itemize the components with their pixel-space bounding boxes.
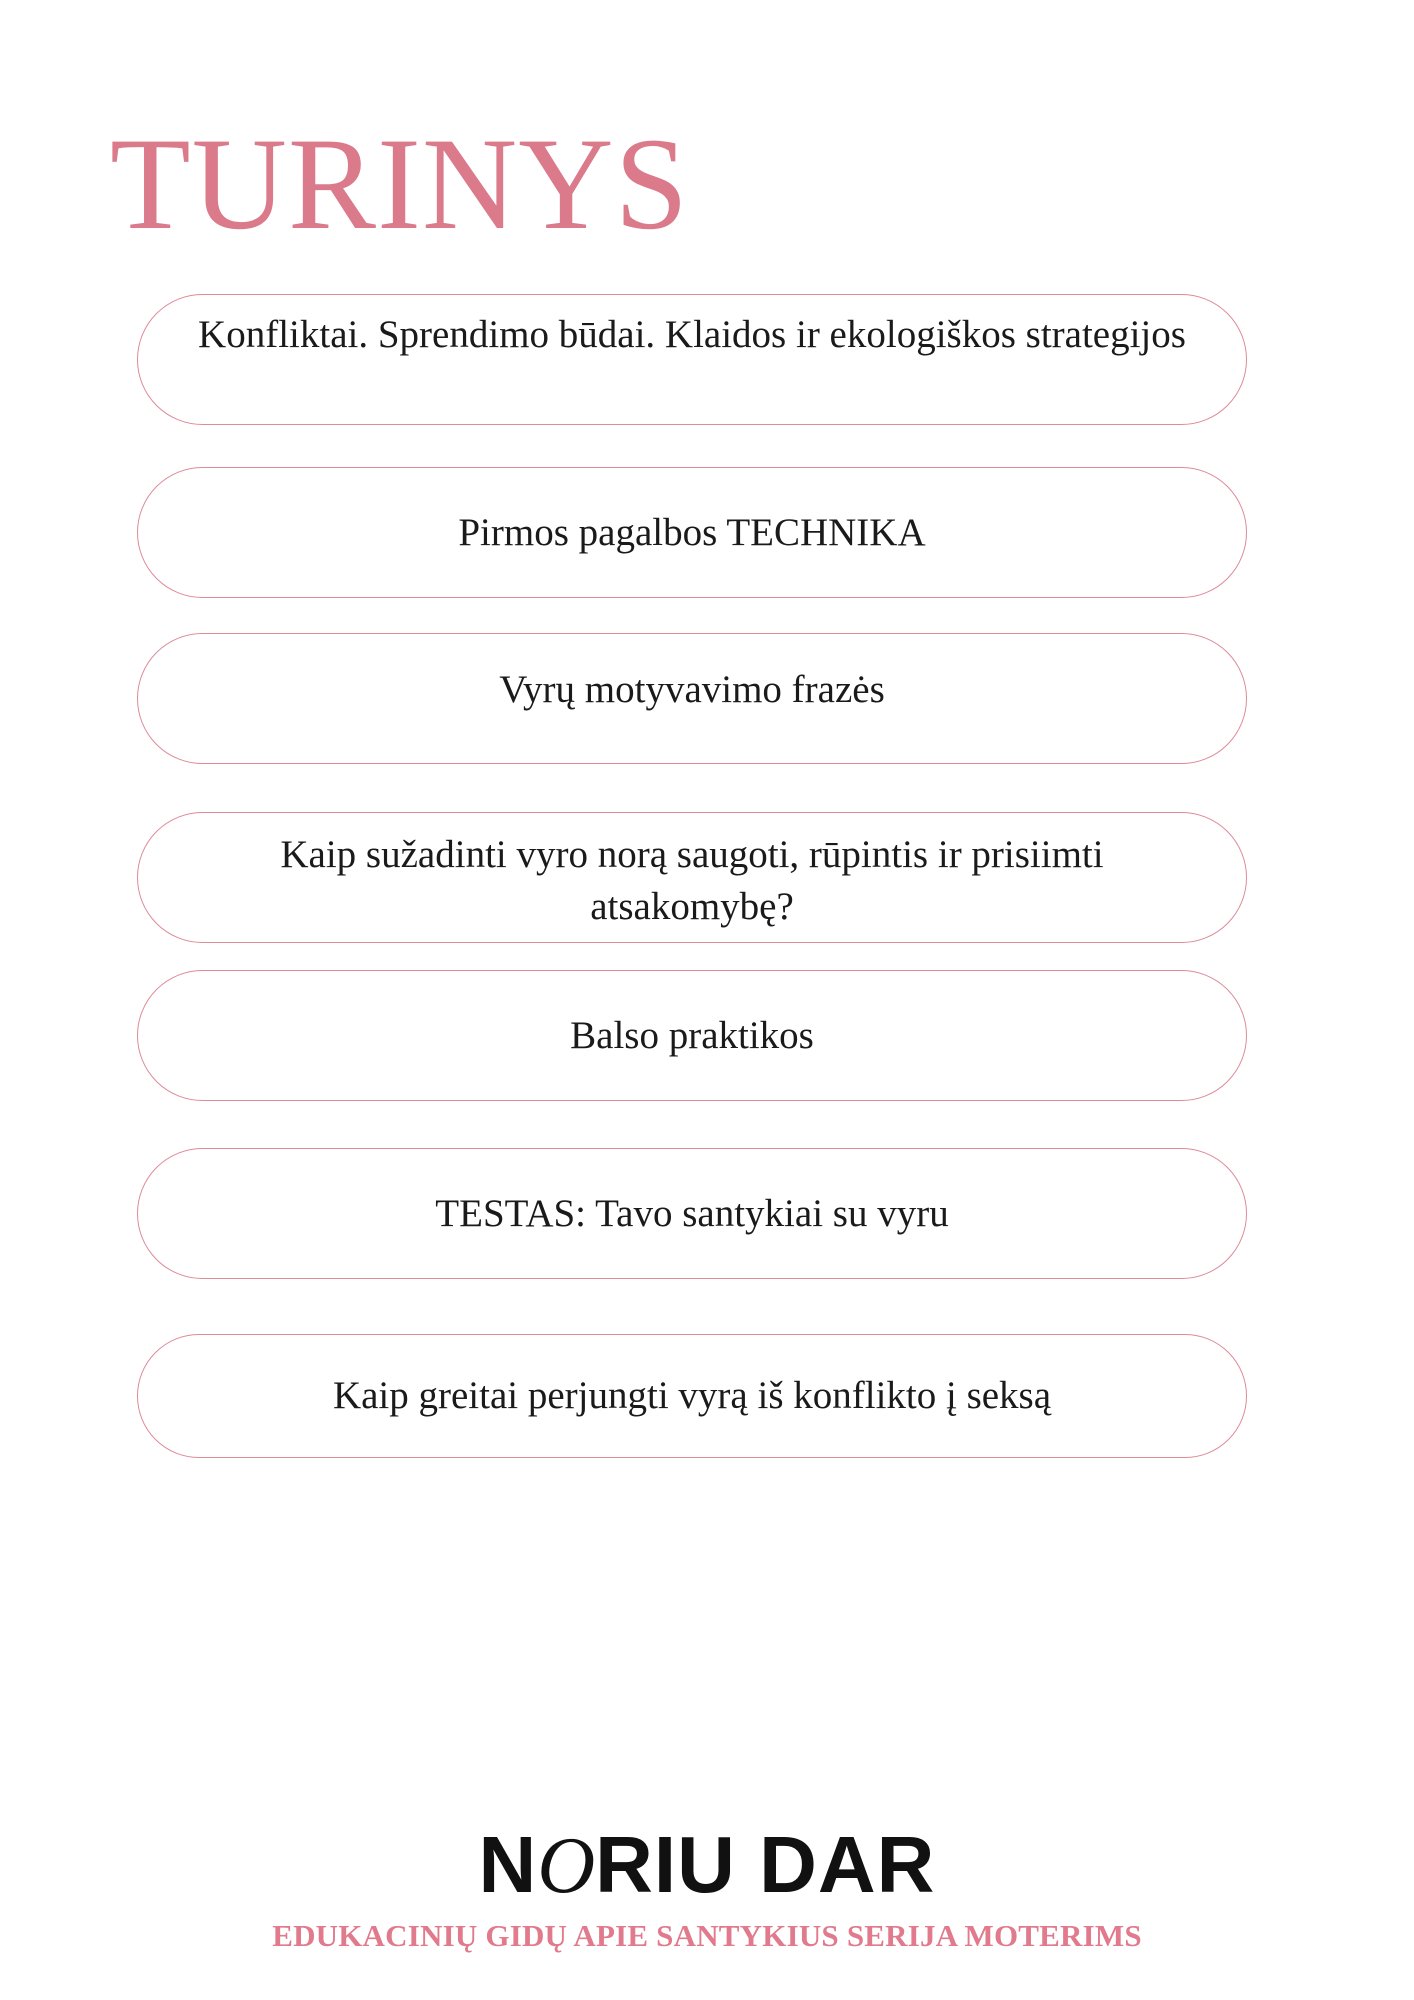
toc-item-kaip-suzadinti[interactable] bbox=[137, 812, 1247, 943]
toc-item-label: Vyrų motyvavimo frazės bbox=[499, 668, 885, 711]
toc-item-label: Pirmos pagalbos TECHNIKA bbox=[458, 510, 926, 554]
brand-logo-o: O bbox=[537, 1822, 596, 1910]
toc-item-vyru-motyvavimo[interactable] bbox=[137, 633, 1247, 764]
toc-item-balso-praktikos[interactable] bbox=[137, 970, 1247, 1101]
toc-item-label: Balso praktikos bbox=[570, 1013, 814, 1057]
brand-logo-prefix: N bbox=[478, 1820, 538, 1909]
page-title: TURINYS bbox=[110, 110, 690, 257]
brand-subtitle: EDUKACINIŲ GIDŲ APIE SANTYKIUS SERIJA MOTERIMS bbox=[272, 1918, 1142, 1953]
toc-item-konfliktai[interactable] bbox=[137, 294, 1247, 425]
brand-logo-suffix: RIU DAR bbox=[595, 1820, 936, 1909]
toc-item-label: Konfliktai. Sprendimo būdai. Klaidos ir ekologiškos strategijos bbox=[198, 313, 1186, 356]
toc-item-testas[interactable] bbox=[137, 1148, 1247, 1279]
toc-item-label: Kaip sužadinti vyro norą saugoti, rūpintis ir prisiimti atsakomybę? bbox=[280, 833, 1104, 928]
brand-logo bbox=[0, 1820, 1414, 1910]
toc-item-label: TESTAS: Tavo santykiai su vyru bbox=[435, 1191, 949, 1235]
toc-item-kaip-greitai[interactable] bbox=[137, 1334, 1247, 1458]
toc-item-label: Kaip greitai perjungti vyrą iš konflikto į seksą bbox=[332, 1374, 1052, 1417]
toc-item-pirmos-pagalbos[interactable] bbox=[137, 467, 1247, 598]
